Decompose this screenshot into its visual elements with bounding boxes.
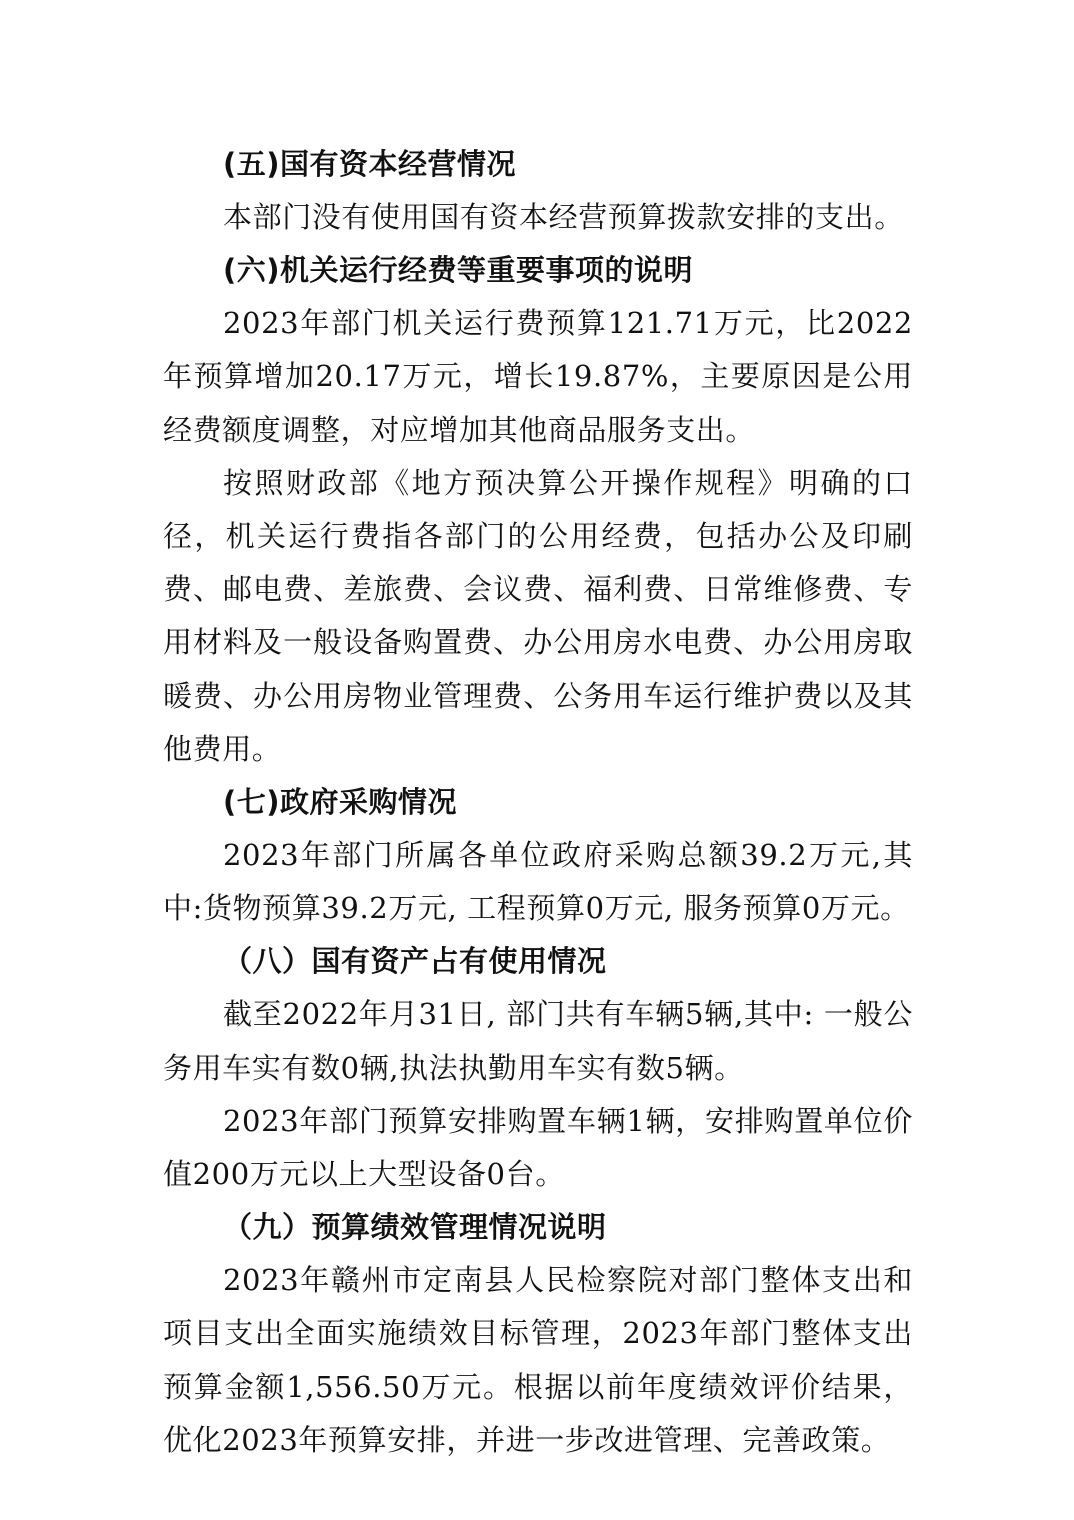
document-page <box>163 138 913 1467</box>
paragraph-9-1: 2023年赣州市定南县人民检察院对部门整体支出和项目支出全面实施绩效目标管理，2023年部门整体支出预算金额1,556.50万元。根据以前年度绩效评价结果，优化2023年预算安排，并进一步改进管理、完善政策。 <box>163 1263 913 1457</box>
section-heading-6: (六)机关运行经费等重要事项的说明 <box>223 253 694 288</box>
paragraph-6-1: 2023年部门机关运行费预算121.71万元，比2022年预算增加20.17万元，增长19.87%，主要原因是公用经费额度调整，对应增加其他商品服务支出。 <box>163 306 913 447</box>
section-heading-5: (五)国有资本经营情况 <box>223 147 517 181</box>
paragraph-6-2: 按照财政部《地方预决算公开操作规程》明确的口径，机关运行费指各部门的公用经费，包括办公及印刷费、邮电费、差旅费、会议费、福利费、日常维修费、专用材料及一般设备购置费、办公用房水电费、办公用房取暖费、办公用房物业管理费、公务用车运行维护费以及其他费用。 <box>163 465 913 766</box>
paragraph-8-2: 2023年部门预算安排购置车辆1辆，安排购置单位价值200万元以上大型设备0台。 <box>163 1103 913 1192</box>
section-heading-8: （八）国有资产占有使用情况 <box>223 944 607 979</box>
section-heading-7: (七)政府采购情况 <box>223 785 458 820</box>
paragraph-8-1: 截至2022年月31日, 部门共有车辆5辆,其中: 一般公务用车实有数0辆,执法执勤用车实有数5辆。 <box>163 997 913 1085</box>
section-heading-9: （九）预算绩效管理情况说明 <box>223 1210 607 1245</box>
paragraph-7-1: 2023年部门所属各单位政府采购总额39.2万元,其中:货物预算39.2万元, 工程预算0万元, 服务预算0万元。 <box>163 838 913 926</box>
paragraph-5-1: 本部门没有使用国有资本经营预算拨款安排的支出。 <box>223 200 904 234</box>
